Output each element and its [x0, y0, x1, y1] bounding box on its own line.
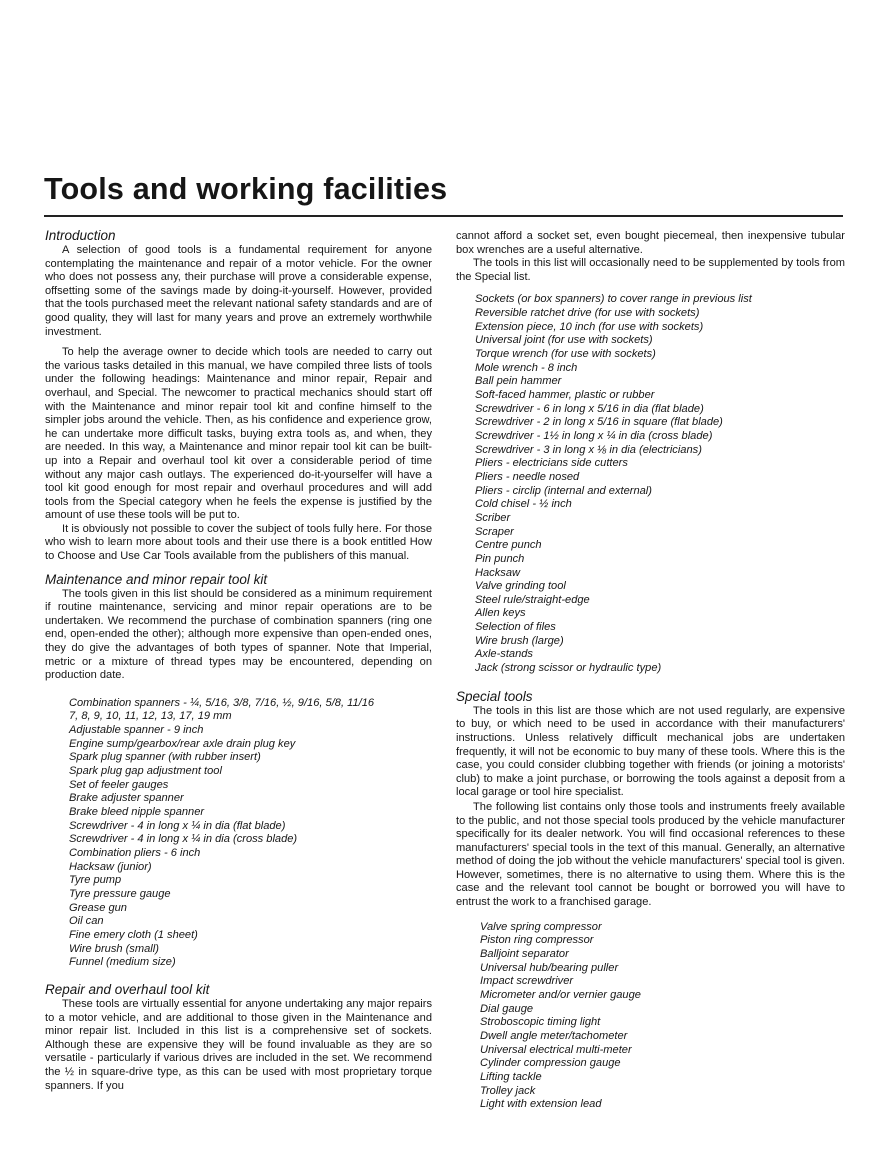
list-item: Trolley jack [480, 1084, 536, 1097]
repair-paragraph-1-continued: cannot afford a socket set, even bought piecemeal, then inexpensive tubular box wrenches are a useful alternative. [456, 230, 845, 256]
list-item: Reversible ratchet drive (for use with sockets) [475, 307, 700, 320]
list-item: Cylinder compression gauge [480, 1057, 621, 1070]
list-item: Dial gauge [480, 1002, 534, 1015]
list-item: Screwdriver - 2 in long x 5/16 in square (flat blade) [475, 416, 723, 429]
list-item: Soft-faced hammer, plastic or rubber [475, 388, 655, 401]
list-item: Wire brush (large) [475, 634, 564, 647]
list-item: Combination spanners - ¼, 5/16, 3/8, 7/16, ½, 9/16, 5/8, 11/16 [69, 696, 375, 709]
repair-paragraph-1: These tools are virtually essential for anyone undertaking any major repairs to a motor vehicle, and are additional to those given in the Maintenance and minor repair list. Included in this list is a comprehensive set of sockets. Although these are expensive they will be found invaluable as they are so versatile - particularly if various drives are included in the set. We recommend the ½ in square-drive type, as this can be used with most proprietary torque spanners. If you [45, 997, 432, 1092]
list-item: Selection of files [475, 621, 556, 634]
list-item: Pin punch [475, 552, 525, 565]
list-item: Valve grinding tool [475, 580, 566, 593]
list-item: Universal hub/bearing puller [480, 961, 619, 974]
list-item: Pliers - needle nosed [475, 470, 580, 483]
list-item: Scriber [475, 511, 511, 524]
list-item: Set of feeler gauges [69, 778, 169, 791]
list-item: Light with extension lead [480, 1098, 602, 1111]
list-item: Balljoint separator [480, 947, 569, 960]
list-item: Brake bleed nipple spanner [69, 806, 205, 819]
list-item: Screwdriver - 4 in long x ¼ in dia (cross blade) [69, 833, 298, 846]
list-item: Hacksaw (junior) [69, 860, 152, 873]
list-item: Pliers - electricians side cutters [475, 457, 628, 470]
list-item: Screwdriver - 1½ in long x ¼ in dia (cross blade) [475, 429, 713, 442]
list-item: Fine emery cloth (1 sheet) [69, 928, 198, 941]
list-item: Pliers - circlip (internal and external) [475, 484, 652, 497]
maintenance-tool-list [45, 697, 432, 970]
list-item: Valve spring compressor [480, 920, 602, 933]
list-item: Universal electrical multi-meter [480, 1043, 632, 1056]
list-item: Mole wrench - 8 inch [475, 361, 578, 374]
list-item: Steel rule/straight-edge [475, 593, 590, 606]
list-item: Extension piece, 10 inch (for use with sockets) [475, 320, 704, 333]
list-item: Ball pein hammer [475, 375, 562, 388]
list-item: 7, 8, 9, 10, 11, 12, 13, 17, 19 mm [69, 710, 232, 723]
intro-paragraph-2: To help the average owner to decide which tools are needed to carry out the various tasks detailed in this manual, we have compiled three lists of tools under the following headings: Maintenance and minor repair, Repair and overhaul, and Special. The newcomer to practical mechanics should start off with the Maintenance and minor repair tool kit and confine himself to the simpler jobs around the vehicle. Then, as his confidence and experience grow, he can undertake more difficult tasks, buying extra tools as, and when, they are needed. In this way, a Maintenance and minor repair tool kit can be built-up into a Repair and overhaul tool kit over a considerable period of time without any major cash outlays. The experienced do-it-yourselfer will have a tool kit good enough for most repair and overhaul procedures and will add tools from the Special category when he feels the expense is justified by the amount of use these tools will be put to. [45, 346, 432, 522]
list-item: Micrometer and/or vernier gauge [480, 988, 641, 1001]
list-item: Adjustable spanner - 9 inch [69, 724, 204, 737]
list-item: Stroboscopic timing light [480, 1016, 601, 1029]
list-item: Cold chisel - ½ inch [475, 498, 572, 511]
list-item: Jack (strong scissor or hydraulic type) [475, 662, 662, 675]
right-column [456, 230, 845, 1112]
maintenance-heading: Maintenance and minor repair tool kit [45, 571, 268, 587]
special-paragraph-1: The tools in this list are those which are not used regularly, are expensive to buy, or which need to be used in accordance with their manufacturers' instructions. Unless relatively difficult mechanical jobs are undertaken frequently, it will not be economic to buy many of these tools. Where this is the case, you could consider clubbing together with friends (or joining a motorists' club) to make a joint purchase, or borrowing the tools against a deposit from a local garage or tool hire specialist. [456, 704, 845, 799]
title-rule [44, 215, 843, 217]
list-item: Sockets (or box spanners) to cover range in previous list [475, 293, 752, 306]
list-item: Universal joint (for use with sockets) [475, 334, 653, 347]
list-item: Screwdriver - 3 in long x ⅛ in dia (electricians) [475, 443, 702, 456]
list-item: Spark plug spanner (with rubber insert) [69, 751, 261, 764]
list-item: Lifting tackle [480, 1070, 542, 1083]
list-item: Piston ring compressor [480, 934, 594, 947]
list-item: Oil can [69, 915, 104, 928]
list-item: Impact screwdriver [480, 975, 574, 988]
list-item: Screwdriver - 4 in long x ¼ in dia (flat blade) [69, 819, 286, 832]
list-item: Wire brush (small) [69, 942, 159, 955]
list-item: Engine sump/gearbox/rear axle drain plug key [69, 737, 296, 750]
maintenance-paragraph: The tools given in this list should be considered as a minimum requirement if routine maintenance, servicing and minor repair operations are to be undertaken. We recommend the purchase of combination spanners (ring one end, open-ended the other); although more expensive than open-ended ones, they do give the advantages of both types of spanner. Note that Imperial, metric or a mixture of thread types may be encountered, depending on production date. [45, 587, 432, 682]
list-item: Allen keys [475, 607, 526, 620]
list-item: Torque wrench (for use with sockets) [475, 348, 656, 360]
list-item: Grease gun [69, 901, 127, 914]
list-item: Scraper [475, 525, 514, 538]
left-column [45, 228, 432, 1093]
page-title: Tools and working facilities [44, 172, 448, 206]
intro-paragraph-1: A selection of good tools is a fundamental requirement for anyone contemplating the maintenance and repair of a motor vehicle. For the owner who does not possess any, their purchase will prove a considerable expense, offsetting some of the savings made by doing-it-yourself. However, provided that the tools purchased meet the relevant national safety standards and are of good quality, they will last for many years and prove an extremely worthwhile investment. [45, 244, 432, 338]
list-item: Brake adjuster spanner [69, 792, 184, 805]
list-item: Combination pliers - 6 inch [69, 847, 201, 860]
repair-tool-list [456, 293, 845, 675]
list-item: Dwell angle meter/tachometer [480, 1029, 628, 1042]
list-item: Funnel (medium size) [69, 956, 176, 969]
list-item: Screwdriver - 6 in long x 5/16 in dia (flat blade) [475, 402, 704, 415]
intro-paragraph-3: It is obviously not possible to cover the subject of tools fully here. For those who wish to learn more about tools and their use there is a book entitled How to Choose and Use Car Tools available from the publishers of this manual. [45, 522, 432, 563]
list-item: Tyre pump [69, 874, 122, 887]
special-heading: Special tools [456, 688, 533, 704]
repair-heading: Repair and overhaul tool kit [45, 981, 210, 997]
introduction-heading: Introduction [45, 228, 116, 243]
special-paragraph-2: The following list contains only those tools and instruments freely available to the public, and not those special tools produced by the vehicle manufacturer specifically for its dealer network. You will find occasional references to these manufacturers' special tools in the text of this manual. Generally, an alternative method of doing the job without the vehicle manufacturers' special tool is given. However, sometimes, there is no alternative to using them. Where this is the case and the relevant tool cannot be bought or borrowed you will have to entrust the work to a franchised garage. [456, 800, 845, 909]
list-item: Hacksaw [475, 566, 521, 579]
repair-paragraph-2: The tools in this list will occasionally need to be supplemented by tools from the Special list. [456, 257, 845, 283]
list-item: Spark plug gap adjustment tool [69, 765, 222, 778]
list-item: Tyre pressure gauge [69, 888, 171, 900]
list-item: Centre punch [475, 539, 542, 552]
list-item: Axle-stands [475, 648, 533, 661]
special-tool-list [456, 921, 845, 1112]
